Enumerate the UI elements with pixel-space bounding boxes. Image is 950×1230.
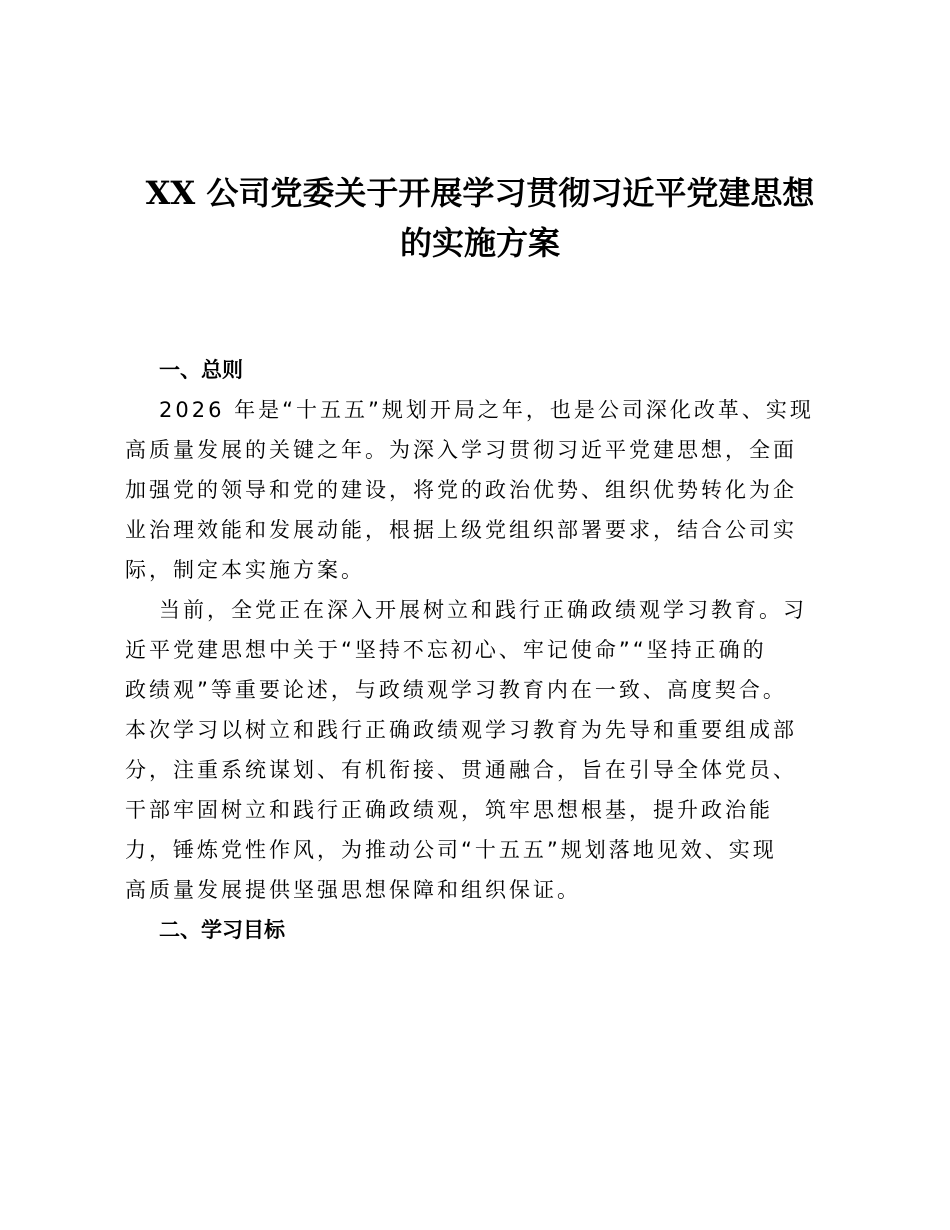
document-body	[125, 350, 835, 950]
paragraph-line: 加强党的领导和党的建设，将党的政治优势、组织优势转化为企	[125, 478, 797, 502]
paragraph-line: 分，注重系统谋划、有机衔接、贯通融合，旨在引导全体党员、	[125, 758, 797, 782]
paragraph-line: 力，锤炼党性作风，为推动公司“十五五”规划落地见效、实现	[125, 838, 777, 862]
paragraph-line: 2026 年是“十五五”规划开局之年，也是公司深化改革、实现	[159, 398, 814, 422]
paragraph-context	[125, 590, 835, 910]
paragraph-line: 干部牢固树立和践行正确政绩观，筑牢思想根基，提升政治能	[125, 798, 773, 822]
title-line: 的实施方案	[399, 224, 560, 262]
paragraph-line: 近平党建思想中关于“坚持不忘初心、牢记使命”“坚持正确的	[125, 638, 767, 662]
paragraph-line: 当前，全党正在深入开展树立和践行正确政绩观学习教育。习	[159, 598, 807, 622]
section-heading-goals: 二、学习目标	[159, 918, 285, 942]
paragraph-intro	[125, 390, 835, 590]
section-heading-general: 一、总则	[159, 358, 243, 382]
paragraph-line: 高质量发展提供坚强思想保障和组织保证。	[125, 878, 581, 902]
paragraph-line: 际，制定本实施方案。	[125, 558, 365, 582]
paragraph-line: 本次学习以树立和践行正确政绩观学习教育为先导和重要组成部	[125, 718, 797, 742]
document-title	[100, 168, 860, 268]
title-line: XX 公司党委关于开展学习贯彻习近平党建思想	[145, 174, 815, 212]
paragraph-line: 高质量发展的关键之年。为深入学习贯彻习近平党建思想，全面	[125, 438, 797, 462]
paragraph-line: 政绩观”等重要论述，与政绩观学习教育内在一致、高度契合。	[125, 678, 787, 702]
paragraph-line: 业治理效能和发展动能，根据上级党组织部署要求，结合公司实	[125, 518, 797, 542]
